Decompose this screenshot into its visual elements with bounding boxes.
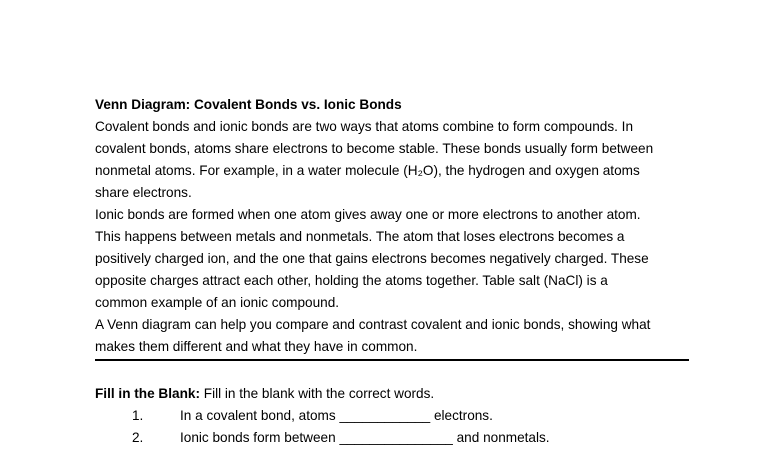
question-item [95,405,695,427]
question-number: 1. [132,408,144,423]
question-text: In a covalent bond, atoms ____________ electrons. [180,408,493,423]
passage-line: This happens between metals and nonmetals. The atom that loses electrons becomes a [95,229,625,244]
fill-in-header [95,383,695,405]
passage-line: opposite charges attract each other, holding the atoms together. Table salt (NaCl) is a [95,273,608,288]
passage-line: covalent bonds, atoms share electrons to become stable. These bonds usually form between [95,141,654,156]
passage-line: common example of an ionic compound. [95,295,340,310]
fill-in-instruction: Fill in the blank with the correct words. [199,386,435,401]
passage-line: Ionic bonds are formed when one atom gives away one or more electrons to another atom. [95,207,641,222]
question-text: Ionic bonds form between _______________ and nonmetals. [180,430,550,445]
fill-in-label: Fill in the Blank: [95,386,200,401]
document-title: Venn Diagram: Covalent Bonds vs. Ionic Bonds [95,97,402,112]
passage-line: A Venn diagram can help you compare and contrast covalent and ionic bonds, showing what [95,317,651,332]
question-item [95,427,695,449]
passage-line: nonmetal atoms. For example, in a water molecule (H₂O), the hydrogen and oxygen atoms [95,163,640,178]
passage-line: makes them different and what they have in common. [95,339,418,354]
passage-line: Covalent bonds and ionic bonds are two ways that atoms combine to form compounds. In [95,119,634,134]
passage-line: share electrons. [95,185,192,200]
reading-passage [95,94,695,358]
fill-in-the-blank-section [95,383,695,449]
passage-line: positively charged ion, and the one that gains electrons becomes negatively charged. These [95,251,649,266]
section-divider [95,359,689,361]
question-number: 2. [132,430,144,445]
